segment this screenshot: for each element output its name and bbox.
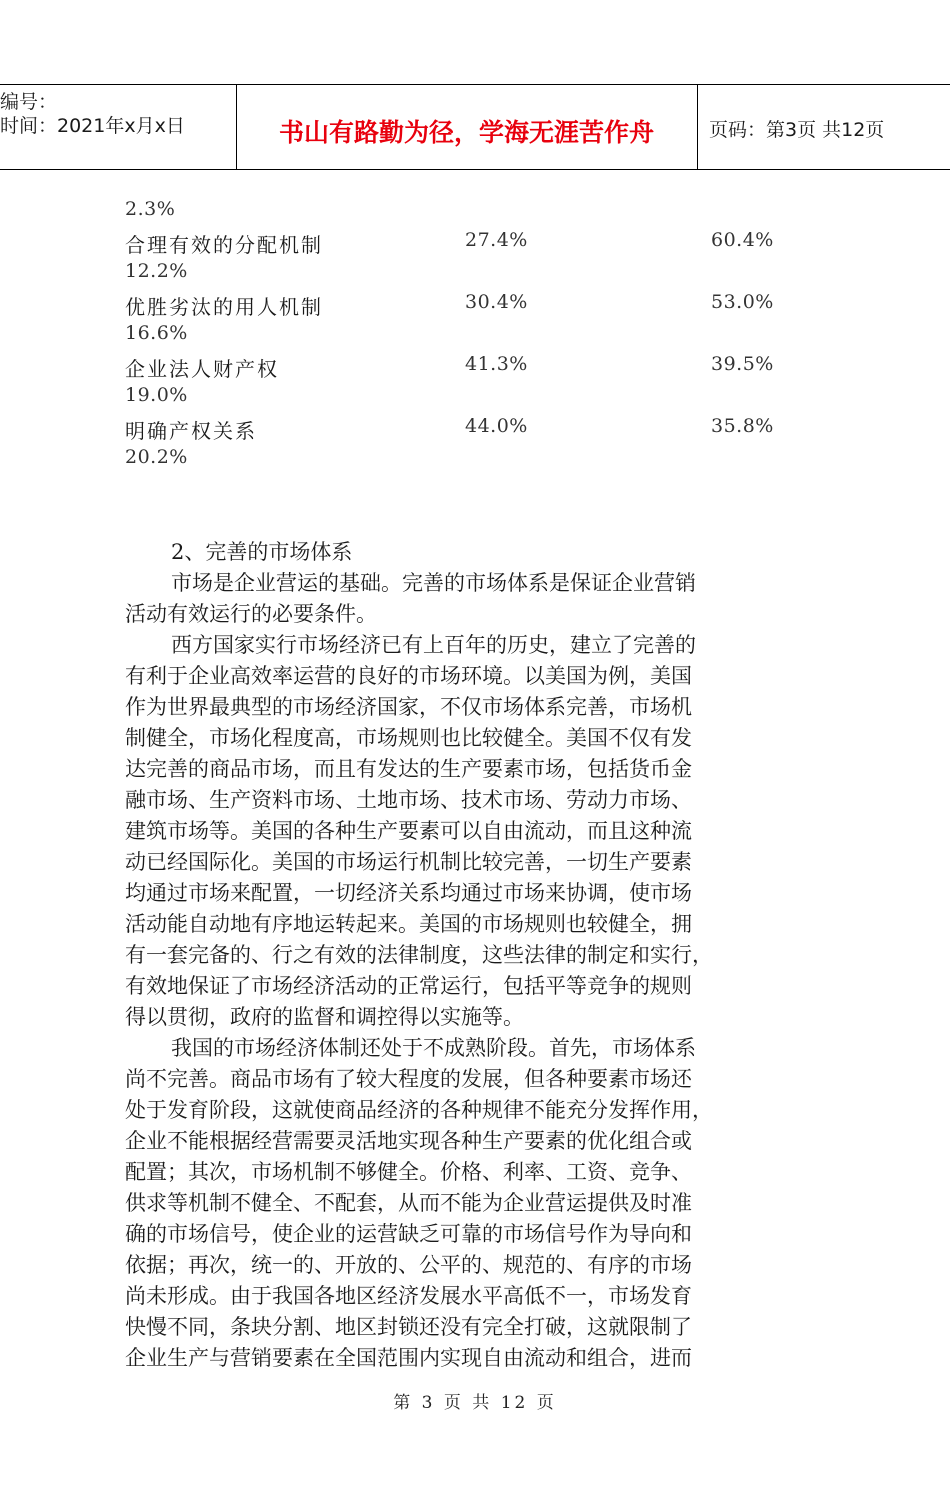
table-cell-c3: 53.0%	[711, 291, 774, 313]
paragraph-line: 尚不完善。商品市场有了较大程度的发展，但各种要素市场还	[125, 1067, 692, 1091]
document-date-label: 时间：2021年x月x日	[0, 115, 185, 137]
table-cell-c3: 35.8%	[711, 415, 774, 437]
paragraph-line: 尚未形成。由于我国各地区经济发展水平高低不一，市场发育	[125, 1284, 692, 1308]
table-row	[125, 415, 825, 446]
table-cell-c1: 企业法人财产权	[125, 357, 279, 381]
table-cell-c3: 60.4%	[711, 229, 774, 251]
table-row	[125, 353, 825, 384]
table-row	[125, 291, 825, 322]
table-row	[125, 446, 825, 477]
table-cell-c1: 20.2%	[125, 446, 188, 468]
header-motto-cell	[236, 85, 698, 169]
header-page-cell	[697, 85, 950, 169]
paragraph-line: 处于发育阶段，这就使商品经济的各种规律不能充分发挥作用，	[125, 1098, 713, 1122]
document-number-label: 编号：	[0, 91, 58, 113]
header-meta-cell	[0, 85, 237, 169]
paragraph-line: 有效地保证了市场经济活动的正常运行，包括平等竞争的规则	[125, 974, 692, 998]
table-cell-c1: 明确产权关系	[125, 419, 257, 443]
survey-table	[125, 198, 825, 477]
paragraph-line: 企业不能根据经营需要灵活地实现各种生产要素的优化组合或	[125, 1129, 692, 1153]
paragraph-line: 均通过市场来配置，一切经济关系均通过市场来协调，使市场	[125, 881, 692, 905]
table-cell-c1: 12.2%	[125, 260, 188, 282]
paragraph-line: 依据；再次，统一的、开放的、公平的、规范的、有序的市场	[125, 1253, 692, 1277]
table-row	[125, 384, 825, 415]
paragraph-line: 作为世界最典型的市场经济国家，不仅市场体系完善，市场机	[125, 695, 692, 719]
paragraph-line: 达完善的商品市场，而且有发达的生产要素市场，包括货币金	[125, 757, 692, 781]
table-row	[125, 229, 825, 260]
table-row	[125, 322, 825, 353]
paragraph-line: 2、完善的市场体系	[171, 540, 353, 564]
paragraph-line: 动已经国际化。美国的市场运行机制比较完善，一切生产要素	[125, 850, 692, 874]
table-cell-c1: 19.0%	[125, 384, 188, 406]
table-row	[125, 198, 825, 229]
table-cell-c2: 27.4%	[465, 229, 528, 251]
paragraph-line: 市场是企业营运的基础。完善的市场体系是保证企业营销	[171, 571, 696, 595]
paragraph-line: 活动有效运行的必要条件。	[125, 602, 377, 626]
table-cell-c2: 30.4%	[465, 291, 528, 313]
table-row	[125, 260, 825, 291]
body-text	[125, 537, 779, 1374]
table-cell-c2: 44.0%	[465, 415, 528, 437]
paragraph-line: 快慢不同，条块分割、地区封锁还没有完全打破，这就限制了	[125, 1315, 692, 1339]
table-cell-c1: 合理有效的分配机制	[125, 233, 323, 257]
paragraph-line: 融市场、生产资料市场、土地市场、技术市场、劳动力市场、	[125, 788, 692, 812]
paragraph-line: 建筑市场等。美国的各种生产要素可以自由流动，而且这种流	[125, 819, 692, 843]
header-page-info: 页码：第3页 共12页	[709, 119, 885, 141]
table-cell-c1: 优胜劣汰的用人机制	[125, 295, 323, 319]
table-cell-c1: 2.3%	[125, 198, 176, 220]
paragraph-line: 西方国家实行市场经济已有上百年的历史，建立了完善的	[171, 633, 696, 657]
header-motto: 书山有路勤为径，学海无涯苦作舟	[278, 118, 654, 147]
paragraph-line: 供求等机制不健全、不配套，从而不能为企业营运提供及时准	[125, 1191, 692, 1215]
paragraph-line: 有利于企业高效率运营的良好的市场环境。以美国为例，美国	[125, 664, 692, 688]
table-cell-c1: 16.6%	[125, 322, 188, 344]
table-cell-c2: 41.3%	[465, 353, 528, 375]
paragraph-line: 配置；其次，市场机制不够健全。价格、利率、工资、竞争、	[125, 1160, 692, 1184]
paragraph-line: 有一套完备的、行之有效的法律制度，这些法律的制定和实行，	[125, 943, 713, 967]
paragraph-line: 活动能自动地有序地运转起来。美国的市场规则也较健全，拥	[125, 912, 692, 936]
paragraph-line: 制健全，市场化程度高，市场规则也比较健全。美国不仅有发	[125, 726, 692, 750]
page-footer: 第 3 页 共 12 页	[393, 1393, 557, 1413]
paragraph-line: 确的市场信号，使企业的运营缺乏可靠的市场信号作为导向和	[125, 1222, 692, 1246]
document-header	[0, 84, 950, 170]
paragraph-line: 企业生产与营销要素在全国范围内实现自由流动和组合，进而	[125, 1346, 692, 1370]
table-cell-c3: 39.5%	[711, 353, 774, 375]
paragraph-line: 我国的市场经济体制还处于不成熟阶段。首先，市场体系	[171, 1036, 696, 1060]
paragraph-line: 得以贯彻，政府的监督和调控得以实施等。	[125, 1005, 524, 1029]
